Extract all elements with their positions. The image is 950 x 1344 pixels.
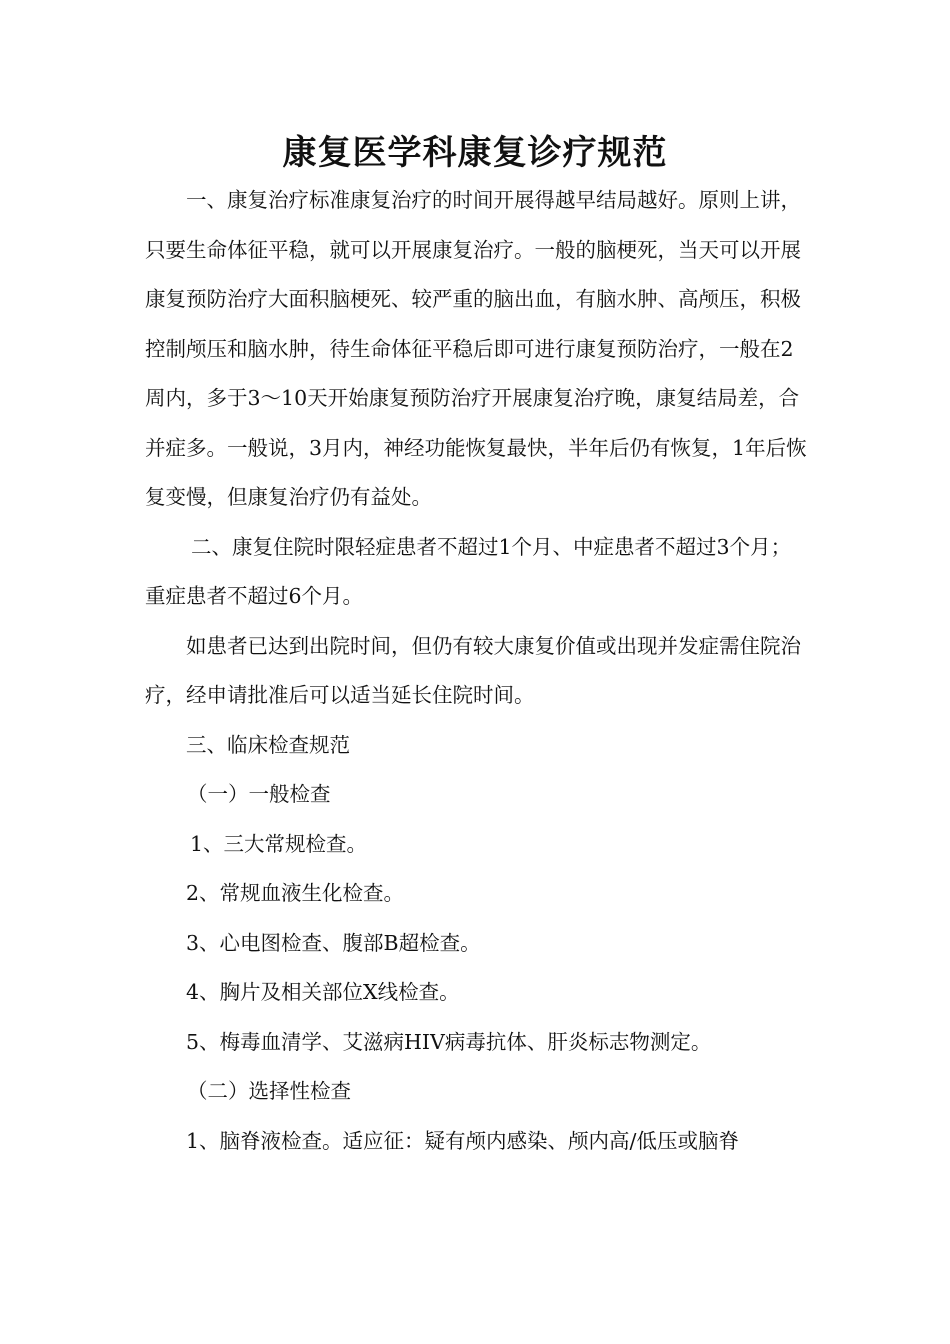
list-item: 3、心电图检查、腹部B超检查。 — [186, 930, 481, 955]
paragraph-extension: 如患者已达到出院时间，但仍有较大康复价值或出现并发症需住院治疗，经申请批准后可以适当延长住院时间。 — [145, 633, 801, 707]
list-item: 2、常规血液生化检查。 — [186, 881, 405, 905]
subsection-heading-general-exam: （一）一般检查 — [187, 782, 331, 806]
page-title: 康复医学科康复诊疗规范 — [282, 133, 668, 173]
section-heading-clinical-exam: 三、临床检查规范 — [186, 732, 350, 757]
list-item: 1、三大常规检查。 — [190, 831, 368, 856]
paragraph-hospital-stay-limit: 二、康复住院时限轻症患者不超过1个月、中症患者不超过3个月；重症患者不超过6个月。 — [145, 534, 792, 608]
list-item: 4、胸片及相关部位X线检查。 — [186, 980, 460, 1004]
list-item: 5、梅毒血清学、艾滋病HIV病毒抗体、肝炎标志物测定。 — [186, 1029, 712, 1054]
subsection-heading-selective-exam: （二）选择性检查 — [187, 1079, 351, 1103]
paragraph-rehab-standard: 一、康复治疗标准康复治疗的时间开展得越早结局越好。原则上讲，只要生命体征平稳，就可以开展康复治疗。一般的脑梗死，当天可以开展康复预防治疗大面积脑梗死、较严重的脑出血，有脑水肿、高颅压，积极控制颅压和脑水肿，待生命体征平稳后即可进行康复预防治疗，一般在2周内，多于3～10天开始康复预防治疗开展康复治疗晚，康复结局差，合并症多。一般说，3月内，神经功能恢复最快，半年后仍有恢复，1年后恢复变慢，但康复治疗仍有益处。 — [145, 188, 807, 509]
document-body — [145, 176, 809, 1166]
list-item: 1、脑脊液检查。适应征：疑有颅内感染、颅内高/低压或脑脊 — [186, 1128, 739, 1153]
